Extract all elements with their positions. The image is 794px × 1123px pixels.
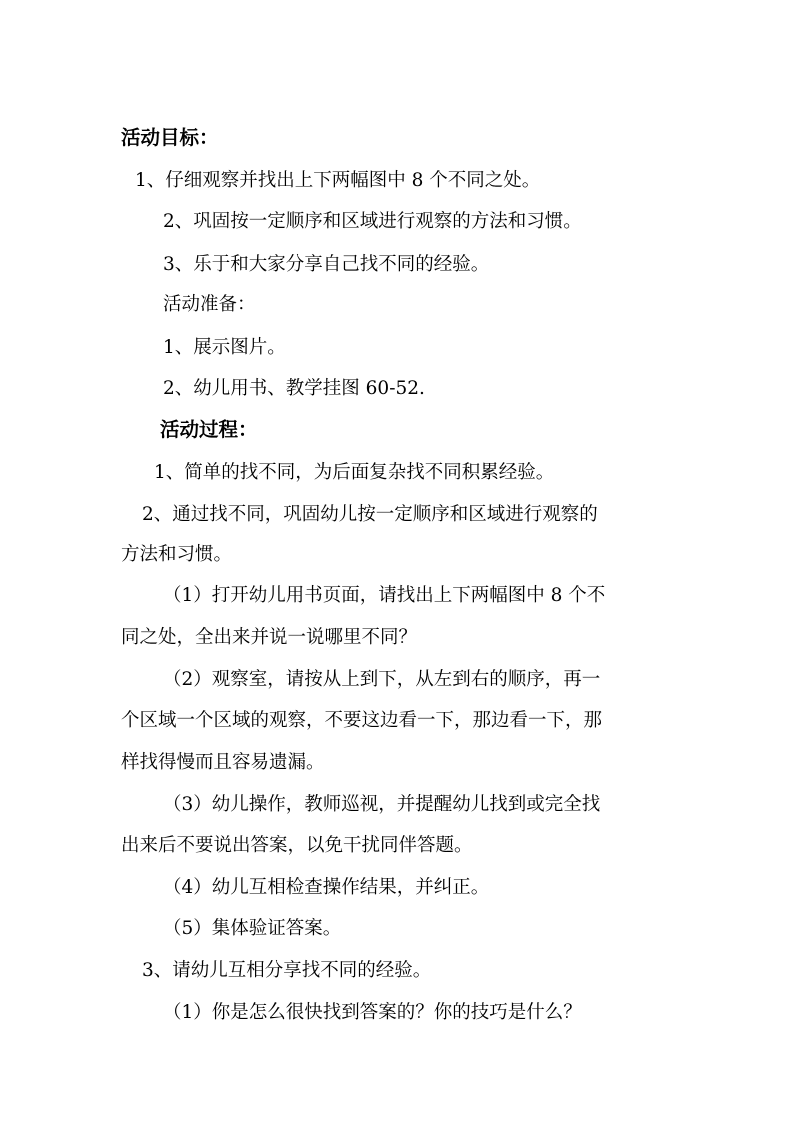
prep-item: 2、幼儿用书、教学挂图 60-52. xyxy=(163,378,425,399)
process-item: 样找得慢而且容易遗漏。 xyxy=(121,752,325,773)
process-item: 出来后不要说出答案，以免干扰同伴答题。 xyxy=(121,835,473,856)
prep-heading: 活动准备： xyxy=(163,294,256,315)
process-item: （1）打开幼儿用书页面，请找出上下两幅图中 8 个不 xyxy=(163,585,606,606)
process-item: （5）集体验证答案。 xyxy=(163,918,342,939)
process-item: 3、请幼儿互相分享找不同的经验。 xyxy=(142,960,432,981)
process-item: （2）观察室，请按从上到下，从左到右的顺序，再一 xyxy=(163,669,601,690)
goal-item: 2、巩固按一定顺序和区域进行观察的方法和习惯。 xyxy=(163,211,582,232)
process-item: 同之处，全出来并说一说哪里不同？ xyxy=(121,627,418,648)
process-item: （3）幼儿操作，教师巡视，并提醒幼儿找到或完全找 xyxy=(163,794,601,815)
goals-heading: 活动目标： xyxy=(121,126,219,149)
process-item: （1）你是怎么很快找到答案的？你的技巧是什么？ xyxy=(163,1002,582,1023)
process-heading: 活动过程： xyxy=(160,418,258,441)
goal-item: 3、乐于和大家分享自己找不同的经验。 xyxy=(163,254,490,275)
process-item: 2、通过找不同，巩固幼儿按一定顺序和区域进行观察的 xyxy=(142,504,598,525)
process-item: 个区域一个区域的观察，不要这边看一下，那边看一下，那 xyxy=(121,710,603,731)
goal-item: 1、仔细观察并找出上下两幅图中 8 个不同之处。 xyxy=(135,170,541,191)
process-item: 1、简单的找不同，为后面复杂找不同积累经验。 xyxy=(154,462,555,483)
process-item: （4）幼儿互相检查操作结果，并纠正。 xyxy=(163,877,490,898)
process-item: 方法和习惯。 xyxy=(121,544,233,565)
prep-item: 1、展示图片。 xyxy=(163,337,286,358)
